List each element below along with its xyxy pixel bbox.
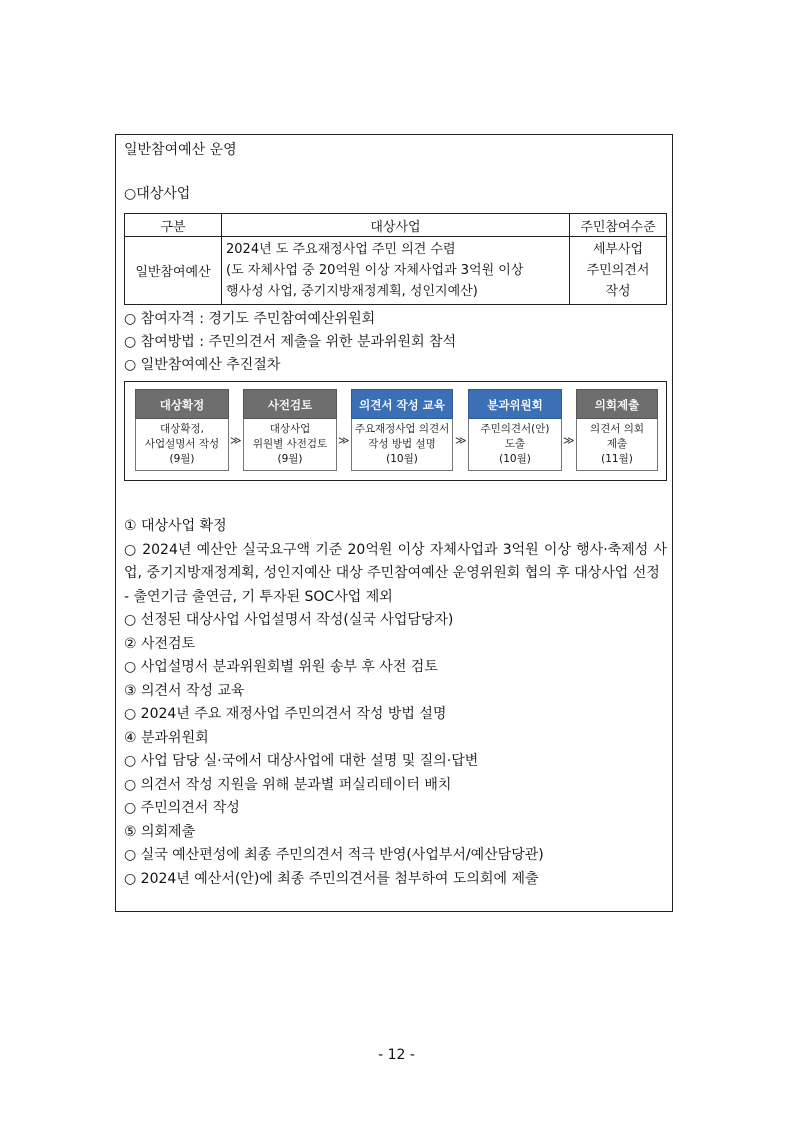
detail-text: ○ 2024년 예산안 실국요구액 기준 20억원 이상 자체사업과 3억원 이상 행사·축제성 사업, 중기지방재정계획, 성인지예산 대상 주민참여예산 운영위원회 협의 후 대상사업 선정: [124, 541, 667, 581]
table-cell-category: 일반참여예산: [125, 237, 222, 305]
content-box: [115, 134, 673, 912]
process-arrow: ≫: [455, 434, 467, 447]
process-arrow: ≫: [563, 434, 575, 447]
bullet-method: ○ 참여방법 : 주민의견서 제출을 위한 분과위원회 참석: [124, 334, 457, 350]
step-heading: ② 사전검토: [124, 635, 196, 652]
detail-text: ○ 주민의견서 작성: [124, 800, 240, 816]
process-diagram: [124, 381, 667, 481]
table-header: 구분: [125, 214, 222, 237]
step-heading: ① 대상사업 확정: [124, 518, 227, 534]
table-header: 대상사업: [222, 214, 570, 237]
table-cell-target: 2024년 도 주요재정사업 주민 의견 수렴 (도 자체사업 중 20억원 이상 자체사업과 3억원 이상 행사성 사업, 중기지방재정계획, 성인지예산): [222, 237, 570, 305]
process-arrow: ≫: [230, 434, 242, 447]
process-step-2: 사전검토 대상사업 위원별 사전검토 (9월): [243, 389, 337, 471]
detail-text: - 출연기금 출연금, 기 투자된 SOC사업 제외: [124, 588, 393, 605]
step-heading: ④ 분과위원회: [124, 729, 209, 746]
detail-text: ○ 2024년 주요 재정사업 주민의견서 작성 방법 설명: [124, 706, 447, 722]
detail-text: ○ 사업설명서 분과위원회별 위원 송부 후 사전 검토: [124, 659, 438, 675]
detail-text: ○ 선정된 대상사업 사업설명서 작성(실국 사업담당자): [124, 612, 454, 628]
section-heading: ○대상사업: [124, 186, 191, 202]
step-heading: ⑤ 의회제출: [124, 823, 196, 840]
process-step-3: 의견서 작성 교육 주요재정사업 의견서 작성 방법 설명 (10월): [351, 389, 453, 471]
process-step-4: 분과위원회 주민의견서(안) 도출 (10월): [468, 389, 562, 471]
details-section: [124, 515, 667, 891]
doc-title: 일반참여예산 운영: [124, 142, 237, 158]
process-step-1: 대상확정 대상확정, 사업설명서 작성 (9월): [135, 389, 229, 471]
page-number: - 12 -: [378, 1047, 415, 1063]
target-table: [124, 213, 667, 305]
process-arrow: ≫: [338, 434, 350, 447]
detail-text: ○ 실국 예산편성에 최종 주민의견서 적극 반영(사업부서/예산담당관): [124, 847, 544, 863]
bullet-qualification: ○ 참여자격 : 경기도 주민참여예산위원회: [124, 311, 376, 327]
table-cell-level: 세부사업 주민의견서 작성: [570, 237, 667, 305]
bullet-procedure: ○ 일반참여예산 추진절차: [124, 357, 281, 373]
detail-text: ○ 사업 담당 실·국에서 대상사업에 대한 설명 및 질의·답변: [124, 753, 479, 769]
table-header: 주민참여수준: [570, 214, 667, 237]
detail-text: ○ 의견서 작성 지원을 위해 분과별 퍼실리테이터 배치: [124, 776, 452, 793]
step-heading: ③ 의견서 작성 교육: [124, 682, 245, 699]
process-step-5: 의회제출 의견서 의회 제출 (11월): [576, 389, 658, 471]
detail-text: ○ 2024년 예산서(안)에 최종 주민의견서를 첨부하여 도의회에 제출: [124, 870, 539, 887]
